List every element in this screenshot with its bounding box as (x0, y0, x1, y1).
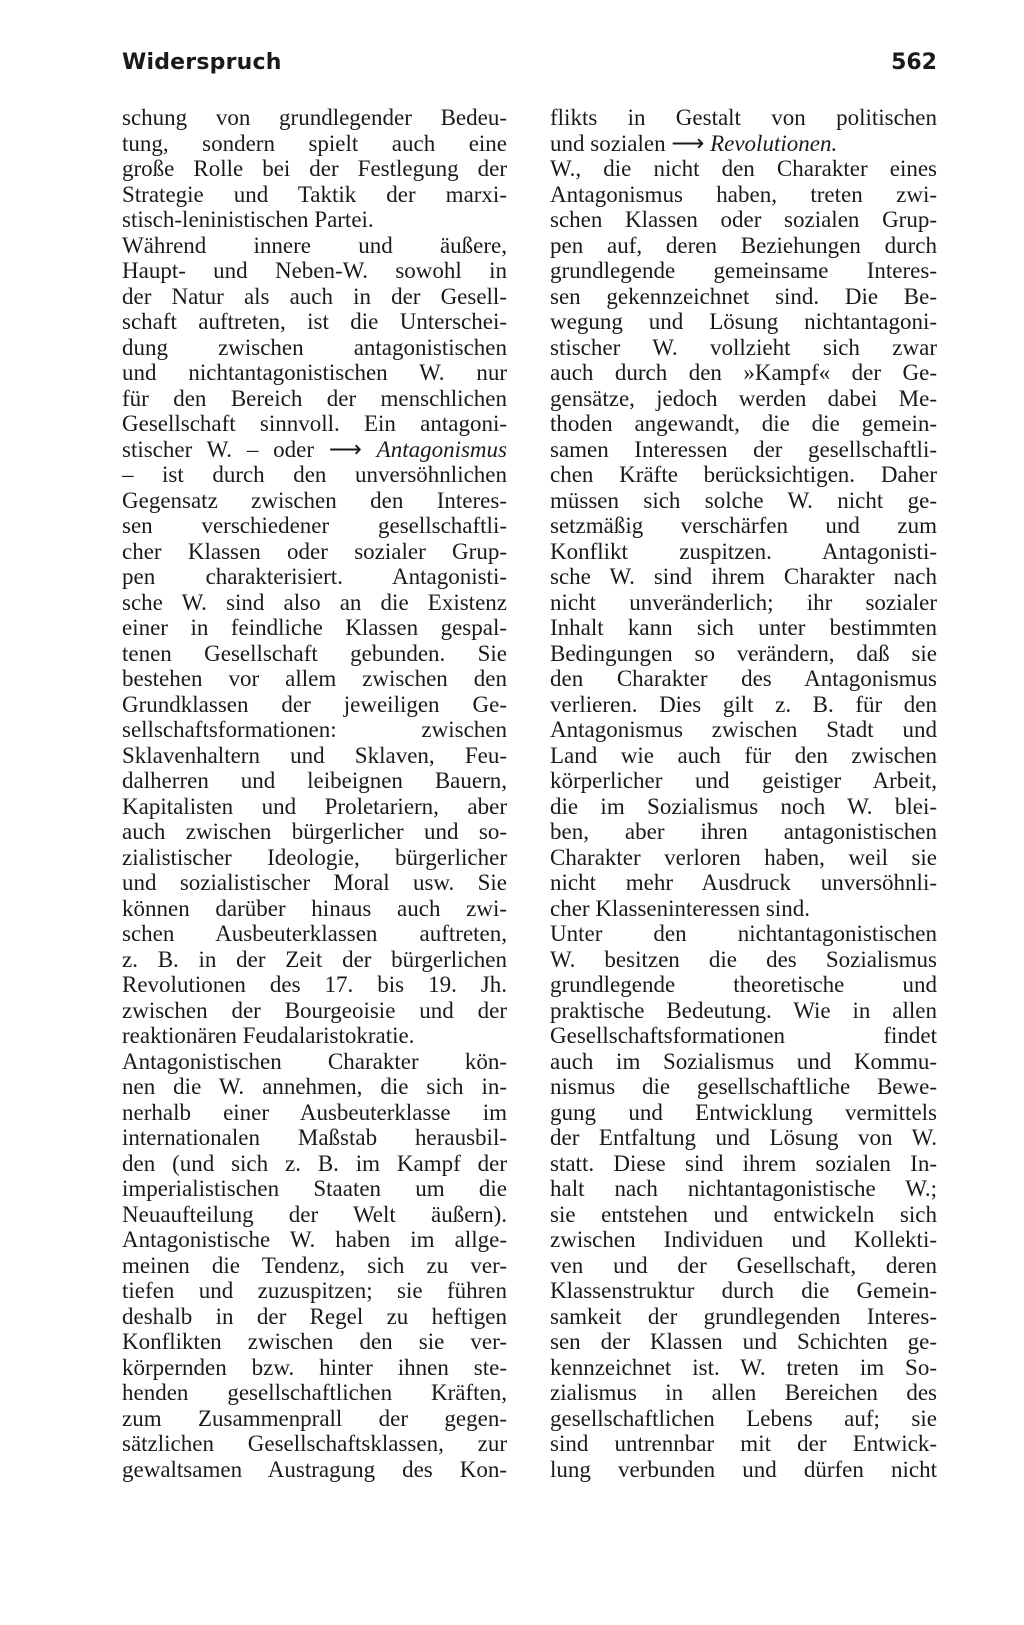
text-line: henden gesellschaftlichen Kräften, (122, 1380, 507, 1405)
text-line: Konflikten zwischen den sie ver- (122, 1329, 507, 1354)
text-line: Grundklassen der jeweiligen Ge- (122, 691, 507, 717)
left-text-column (122, 105, 507, 1482)
text-line: Gegensatz zwischen den Interes- (122, 487, 507, 513)
text-line: kennzeichnet ist. W. treten im So- (550, 1354, 937, 1380)
text-line: chen Kräfte berücksichtigen. Daher (550, 462, 937, 487)
text-line: Neuaufteilung der Welt äußern). (122, 1201, 507, 1227)
text-line: nerhalb einer Ausbeuterklasse im (122, 1099, 507, 1125)
text-line: Charakter verloren haben, weil sie (550, 844, 937, 870)
text-line: verlieren. Dies gilt z. B. für den (550, 691, 937, 717)
text-line: zum Zusammenprall der gegen- (122, 1405, 507, 1431)
text-line: auch im Sozialismus und Kommu- (550, 1048, 937, 1074)
text-line: nicht unveränderlich; ihr sozialer (550, 589, 937, 615)
text-line: müssen sich solche W. nicht ge- (550, 487, 937, 513)
text-line: Kapitalisten und Proletariern, aber (122, 793, 507, 819)
text-line: sche W. sind also an die Existenz (122, 589, 507, 615)
text-line: stischer W. – oder ⟶ Antagonismus (122, 436, 507, 462)
text-line: den Charakter des Antagonismus (550, 666, 937, 691)
text-line: cher Klassen oder sozialer Grup- (122, 538, 507, 564)
text-line: tung, sondern spielt auch eine (122, 130, 507, 156)
text-line: tenen Gesellschaft gebunden. Sie (122, 640, 507, 666)
text-line: große Rolle bei der Festlegung der (122, 156, 507, 181)
text-line: Antagonismus haben, treten zwi- (550, 181, 937, 207)
text-line: zwischen Individuen und Kollekti- (550, 1227, 937, 1252)
text-line: grundlegende theoretische und (550, 972, 937, 997)
text-line: Inhalt kann sich unter bestimmten (550, 615, 937, 640)
text-line: schung von grundlegender Bedeu- (122, 105, 507, 130)
text-line: zialismus in allen Bereichen des (550, 1380, 937, 1405)
text-line: sen gekennzeichnet sind. Die Be- (550, 283, 937, 309)
text-line: gensätze, jedoch werden dabei Me- (550, 385, 937, 411)
page-header-title: Widerspruch (122, 50, 282, 75)
text-line: nicht mehr Ausdruck unversöhnli- (550, 870, 937, 895)
text-line: halt nach nichtantagonistische W.; (550, 1176, 937, 1201)
text-line: auch zwischen bürgerlicher und so- (122, 819, 507, 844)
text-line: Antagonistischen Charakter kön- (122, 1048, 507, 1074)
text-line: die im Sozialismus noch W. blei- (550, 793, 937, 819)
text-line: ven und der Gesellschaft, deren (550, 1252, 937, 1278)
text-line: einer in feindliche Klassen gespal- (122, 615, 507, 640)
text-line: Unter den nichtantagonistischen (550, 921, 937, 946)
text-line: samen Interessen der gesellschaftli- (550, 436, 937, 462)
text-line: körpernden bzw. hinter ihnen ste- (122, 1354, 507, 1380)
text-line: nen die W. annehmen, die sich in- (122, 1074, 507, 1099)
text-line: thoden angewandt, die die gemein- (550, 411, 937, 436)
text-line: gewaltsamen Austragung des Kon- (122, 1456, 507, 1482)
text-line: dalherren und leibeignen Bauern, (122, 768, 507, 793)
text-line: sen verschiedener gesellschaftli- (122, 513, 507, 538)
text-line: z. B. in der Zeit der bürgerlichen (122, 946, 507, 972)
text-line: körperlicher und geistiger Arbeit, (550, 768, 937, 793)
text-line: Revolutionen des 17. bis 19. Jh. (122, 972, 507, 997)
text-line: pen charakterisiert. Antagonisti- (122, 564, 507, 589)
text-line: W., die nicht den Charakter eines (550, 156, 937, 181)
text-line: wegung und Lösung nichtantagoni- (550, 309, 937, 334)
text-line: schen Klassen oder sozialen Grup- (550, 207, 937, 232)
text-line: Haupt- und Neben-W. sowohl in (122, 258, 507, 283)
text-line: lung verbunden und dürfen nicht (550, 1456, 937, 1482)
text-line: und sozialen ⟶ Revolutionen. (550, 130, 838, 156)
text-line: Konflikt zuspitzen. Antagonisti- (550, 538, 937, 564)
text-line: Antagonismus zwischen Stadt und (550, 717, 937, 742)
text-line: Während innere und äußere, (122, 232, 507, 258)
text-line: ben, aber ihren antagonistischen (550, 819, 937, 844)
text-line: samkeit der grundlegenden Interes- (550, 1303, 937, 1329)
text-line: cher Klasseninteressen sind. (550, 895, 810, 921)
text-line: der Entfaltung und Lösung von W. (550, 1125, 937, 1150)
text-line: imperialistischen Staaten um die (122, 1176, 507, 1201)
text-line: praktische Bedeutung. Wie in allen (550, 997, 937, 1023)
right-text-column (550, 105, 937, 1482)
text-line: schen Ausbeuterklassen auftreten, (122, 921, 507, 946)
text-line: tiefen und zuzuspitzen; sie führen (122, 1278, 507, 1303)
text-line: gung und Entwicklung vermittels (550, 1099, 937, 1125)
text-line: sen der Klassen und Schichten ge- (550, 1329, 937, 1354)
running-header (122, 50, 937, 86)
text-line: sind untrennbar mit der Entwick- (550, 1431, 937, 1456)
text-line: auch durch den »Kampf« der Ge- (550, 360, 937, 385)
text-line: sie entstehen und entwickeln sich (550, 1201, 937, 1227)
text-line: bestehen vor allem zwischen den (122, 666, 507, 691)
text-line: pen auf, deren Beziehungen durch (550, 232, 937, 258)
text-line: schaft auftreten, ist die Unterschei- (122, 309, 507, 334)
text-line: gesellschaftlichen Lebens auf; sie (550, 1405, 937, 1431)
text-line: grundlegende gemeinsame Interes- (550, 258, 937, 283)
text-line: stischer W. vollzieht sich zwar (550, 334, 937, 360)
text-line: Strategie und Taktik der marxi- (122, 181, 507, 207)
text-line: sätzlichen Gesellschaftsklassen, zur (122, 1431, 507, 1456)
text-line: meinen die Tendenz, sich zu ver- (122, 1252, 507, 1278)
text-line: – ist durch den unversöhnlichen (122, 462, 507, 487)
text-line: Klassenstruktur durch die Gemein- (550, 1278, 937, 1303)
text-line: deshalb in der Regel zu heftigen (122, 1303, 507, 1329)
text-line: sche W. sind ihrem Charakter nach (550, 564, 937, 589)
page-number: 562 (891, 50, 937, 75)
text-line: und sozialistischer Moral usw. Sie (122, 870, 507, 895)
text-line: reaktionären Feudalaristokratie. (122, 1023, 415, 1048)
text-line: und nichtantagonistischen W. nur (122, 360, 507, 385)
text-line: Gesellschaftsformationen findet (550, 1023, 937, 1048)
text-line: flikts in Gestalt von politischen (550, 105, 937, 130)
text-line: können darüber hinaus auch zwi- (122, 895, 507, 921)
text-line: W. besitzen die des Sozialismus (550, 946, 937, 972)
text-line: Land wie auch für den zwischen (550, 742, 937, 768)
text-line: zialistischer Ideologie, bürgerlicher (122, 844, 507, 870)
text-line: statt. Diese sind ihrem sozialen In- (550, 1150, 937, 1176)
text-line: für den Bereich der menschlichen (122, 385, 507, 411)
text-line: Antagonistische W. haben im allge- (122, 1227, 507, 1252)
text-line: internationalen Maßstab herausbil- (122, 1125, 507, 1150)
text-line: der Natur als auch in der Gesell- (122, 283, 507, 309)
text-line: Gesellschaft sinnvoll. Ein antagoni- (122, 411, 507, 436)
text-line: dung zwischen antagonistischen (122, 334, 507, 360)
text-line: setzmäßig verschärfen und zum (550, 513, 937, 538)
text-line: den (und sich z. B. im Kampf der (122, 1150, 507, 1176)
text-line: Sklavenhaltern und Sklaven, Feu- (122, 742, 507, 768)
text-line: zwischen der Bourgeoisie und der (122, 997, 507, 1023)
text-line: nismus die gesellschaftliche Bewe- (550, 1074, 937, 1099)
text-line: Bedingungen so verändern, daß sie (550, 640, 937, 666)
text-line: stisch-leninistischen Partei. (122, 207, 374, 232)
text-line: sellschaftsformationen: zwischen (122, 717, 507, 742)
